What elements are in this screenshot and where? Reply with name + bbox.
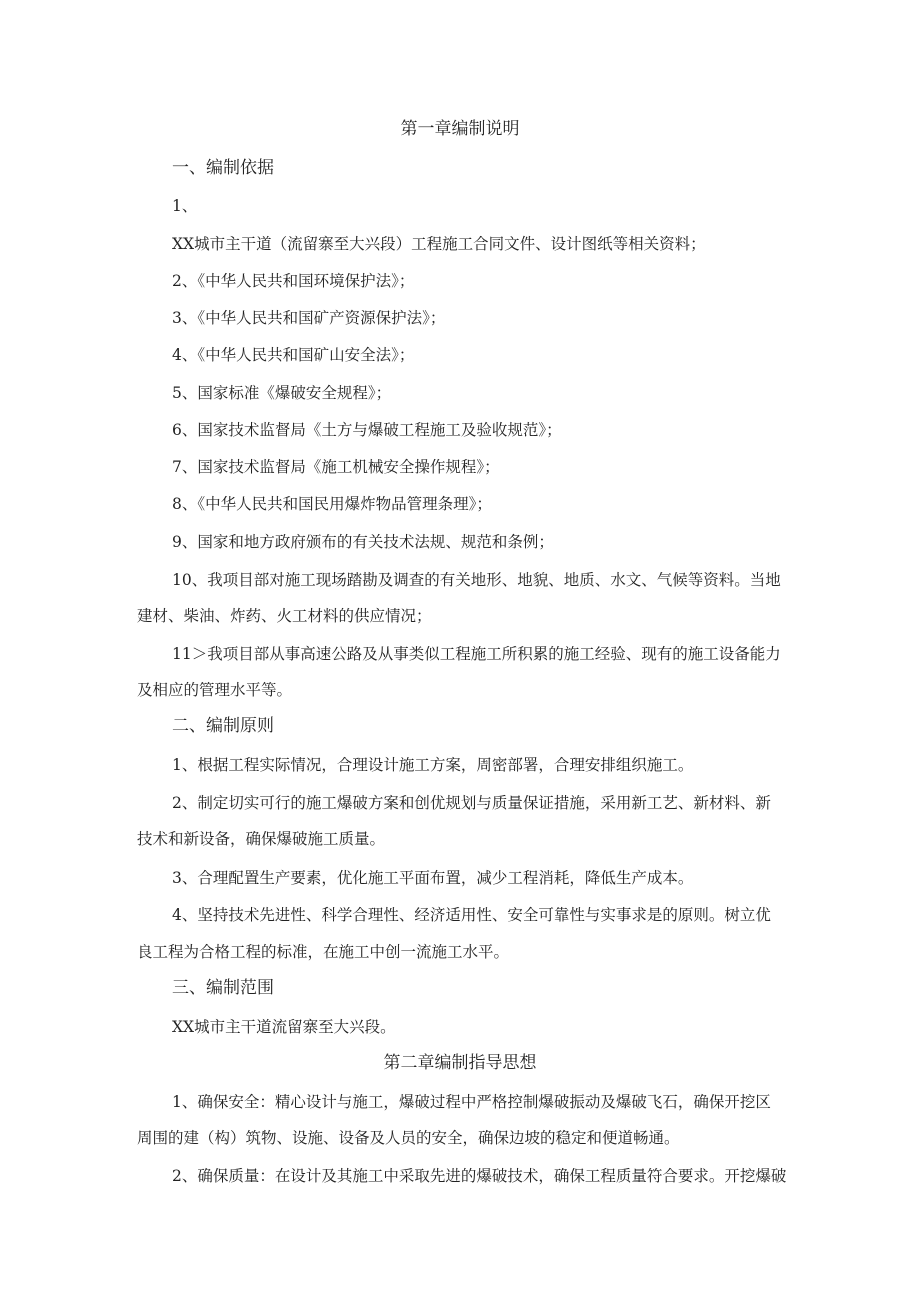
basis-item-11-line-2: 及相应的管理水平等。 [137, 681, 293, 699]
guideline-item-1-line-2: 周围的建（构）筑物、设施、设备及人员的安全，确保边坡的稳定和便道畅通。 [137, 1129, 680, 1147]
principle-item-1: 1、根据工程实际情况，合理设计施工方案，周密部署，合理安排组织施工。 [172, 756, 694, 774]
guideline-item-1-line-1: 1、确保安全：精心设计与施工，爆破过程中严格控制爆破振动及爆破飞石，确保开挖区 [172, 1093, 771, 1111]
section-2-heading: 二、编制原则 [172, 716, 274, 736]
basis-item-3: 3、《中华人民共和国矿产资源保护法》； [172, 309, 446, 327]
basis-item-11-line-1: 11＞我项目部从事高速公路及从事类似工程施工所积累的施工经验、现有的施工设备能力 [172, 645, 781, 663]
basis-item-1-text: XX城市主干道（流留寨至大兴段）工程施工合同文件、设计图纸等相关资料； [172, 235, 706, 253]
chapter-1-title: 第一章编制说明 [400, 119, 520, 139]
basis-item-6: 6、国家技术监督局《土方与爆破工程施工及验收规范》； [172, 421, 562, 439]
principle-item-3: 3、合理配置生产要素，优化施工平面布置，减少工程消耗，降低生产成本。 [172, 869, 694, 887]
basis-item-10-line-2: 建材、柴油、炸药、火工材料的供应情况； [137, 607, 432, 625]
principle-item-4-line-2: 良工程为合格工程的标准，在施工中创一流施工水平。 [137, 943, 510, 961]
basis-item-1-number: 1、 [172, 197, 198, 215]
basis-item-8: 8、《中华人民共和国民用爆炸物品管理条理》； [172, 495, 492, 513]
principle-item-2-line-2: 技术和新设备，确保爆破施工质量。 [137, 830, 386, 848]
basis-item-4: 4、《中华人民共和国矿山安全法》； [172, 346, 415, 364]
section-3-heading: 三、编制范围 [172, 978, 274, 998]
basis-item-5: 5、国家标准《爆破安全规程》； [172, 384, 392, 402]
chapter-2-title: 第二章编制指导思想 [383, 1053, 537, 1073]
basis-item-2: 2、《中华人民共和国环境保护法》； [172, 272, 415, 290]
scope-text: XX城市主干道流留寨至大兴段。 [172, 1018, 396, 1036]
principle-item-2-line-1: 2、制定切实可行的施工爆破方案和创优规划与质量保证措施，采用新工艺、新材料、新 [172, 794, 771, 812]
section-1-heading: 一、编制依据 [172, 158, 274, 178]
guideline-item-2-line-1: 2、确保质量：在设计及其施工中采取先进的爆破技术，确保工程质量符合要求。开挖爆破 [172, 1167, 787, 1185]
basis-item-9: 9、国家和地方政府颁布的有关技术法规、规范和条例； [172, 533, 554, 551]
basis-item-7: 7、国家技术监督局《施工机械安全操作规程》； [172, 458, 500, 476]
principle-item-4-line-1: 4、坚持技术先进性、科学合理性、经济适用性、安全可靠性与实事求是的原则。树立优 [172, 906, 771, 924]
basis-item-10-line-1: 10、我项目部对施工现场踏勘及调查的有关地形、地貌、地质、水文、气候等资料。当地 [172, 571, 781, 589]
